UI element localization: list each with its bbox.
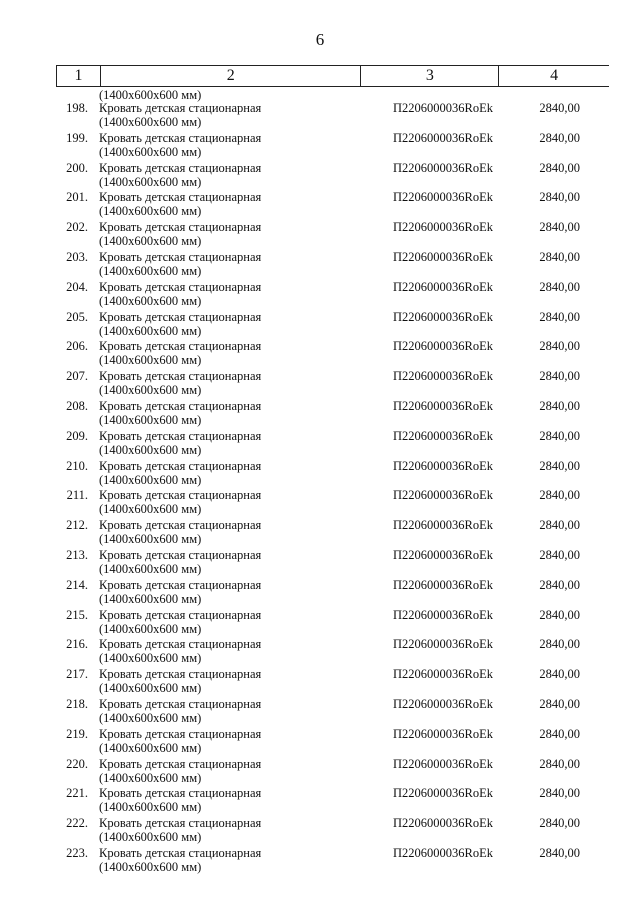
inventory-code: П2206000036RoEk (393, 279, 493, 294)
inventory-code: П2206000036RoEk (393, 696, 493, 711)
item-size: (1400x600x600 мм) (99, 800, 202, 815)
table-row (0, 101, 640, 131)
table-row (0, 816, 640, 846)
item-description (99, 429, 379, 457)
table-row (0, 488, 640, 518)
item-size: (1400x600x600 мм) (99, 651, 202, 666)
row-number: 212. (66, 518, 88, 533)
row-number: 208. (66, 398, 88, 413)
row-number: 220. (66, 756, 88, 771)
item-price: 2840,00 (539, 547, 580, 562)
item-price: 2840,00 (539, 816, 580, 831)
item-name: Кровать детская стационарная (99, 756, 262, 771)
row-number: 211. (66, 488, 88, 503)
item-price: 2840,00 (539, 786, 580, 801)
table-row (0, 310, 640, 340)
item-description (99, 578, 379, 606)
item-name: Кровать детская стационарная (99, 398, 262, 413)
item-name: Кровать детская стационарная (99, 577, 262, 592)
item-size: (1400x600x600 мм) (99, 174, 202, 189)
item-name: Кровать детская стационарная (99, 369, 262, 384)
item-name: Кровать детская стационарная (99, 101, 262, 115)
header-col-2: 2 (226, 67, 235, 84)
inventory-code: П2206000036RoEk (393, 309, 493, 324)
table-header (56, 65, 609, 87)
inventory-code: П2206000036RoEk (393, 160, 493, 175)
item-description (99, 280, 379, 308)
table-row (0, 190, 640, 220)
row-number: 199. (66, 130, 88, 145)
table-body (0, 101, 640, 876)
item-price: 2840,00 (539, 458, 580, 473)
item-name: Кровать детская стационарная (99, 696, 262, 711)
inventory-code: П2206000036RoEk (393, 816, 493, 831)
table-row (0, 578, 640, 608)
item-description (99, 131, 379, 159)
item-price: 2840,00 (539, 696, 580, 711)
item-size: (1400x600x600 мм) (99, 144, 202, 159)
inventory-code: П2206000036RoEk (393, 845, 493, 860)
row-number: 222. (66, 816, 88, 831)
item-name: Кровать детская стационарная (99, 428, 262, 443)
item-description (99, 846, 379, 874)
table-row (0, 459, 640, 489)
item-size: (1400x600x600 мм) (99, 234, 202, 249)
inventory-code: П2206000036RoEk (393, 130, 493, 145)
item-description (99, 637, 379, 665)
item-price: 2840,00 (539, 339, 580, 354)
header-col-4: 4 (550, 67, 559, 84)
item-price: 2840,00 (539, 309, 580, 324)
inventory-code: П2206000036RoEk (393, 101, 493, 115)
item-description (99, 101, 379, 129)
item-size: (1400x600x600 мм) (99, 412, 202, 427)
item-size: (1400x600x600 мм) (99, 770, 202, 785)
inventory-code: П2206000036RoEk (393, 547, 493, 562)
item-description (99, 250, 379, 278)
row-number: 206. (66, 339, 88, 354)
inventory-code: П2206000036RoEk (393, 220, 493, 235)
item-name: Кровать детская стационарная (99, 518, 262, 533)
row-number: 214. (66, 577, 88, 592)
item-description (99, 727, 379, 755)
item-price: 2840,00 (539, 667, 580, 682)
item-description (99, 488, 379, 516)
inventory-code: П2206000036RoEk (393, 637, 493, 652)
item-size: (1400x600x600 мм) (99, 472, 202, 487)
table-row (0, 727, 640, 757)
item-price: 2840,00 (539, 130, 580, 145)
item-name: Кровать детская стационарная (99, 458, 262, 473)
item-size: (1400x600x600 мм) (99, 502, 202, 517)
inventory-code: П2206000036RoEk (393, 488, 493, 503)
item-description (99, 667, 379, 695)
item-description (99, 548, 379, 576)
item-name: Кровать детская стационарная (99, 190, 262, 205)
item-description (99, 697, 379, 725)
table-row (0, 608, 640, 638)
row-number: 223. (66, 845, 88, 860)
item-size: (1400x600x600 мм) (99, 263, 202, 278)
item-price: 2840,00 (539, 845, 580, 860)
item-description (99, 161, 379, 189)
item-size: (1400x600x600 мм) (99, 681, 202, 696)
inventory-code: П2206000036RoEk (393, 339, 493, 354)
table-row (0, 429, 640, 459)
item-description (99, 310, 379, 338)
item-description (99, 518, 379, 546)
item-price: 2840,00 (539, 428, 580, 443)
inventory-code: П2206000036RoEk (393, 398, 493, 413)
table-row (0, 697, 640, 727)
item-size: (1400x600x600 мм) (99, 383, 202, 398)
page-number: 6 (315, 30, 325, 49)
item-size: (1400x600x600 мм) (99, 591, 202, 606)
row-number: 209. (66, 428, 88, 443)
item-price: 2840,00 (539, 726, 580, 741)
item-name: Кровать детская стационарная (99, 160, 262, 175)
item-size: (1400x600x600 мм) (99, 830, 202, 845)
inventory-code: П2206000036RoEk (393, 428, 493, 443)
item-price: 2840,00 (539, 607, 580, 622)
row-number: 202. (66, 220, 88, 235)
item-name: Кровать детская стационарная (99, 607, 262, 622)
table-row (0, 220, 640, 250)
item-name: Кровать детская стационарная (99, 547, 262, 562)
inventory-code: П2206000036RoEk (393, 756, 493, 771)
table-row (0, 548, 640, 578)
table-row (0, 637, 640, 667)
item-price: 2840,00 (539, 190, 580, 205)
item-description (99, 190, 379, 218)
item-price: 2840,00 (539, 279, 580, 294)
inventory-code: П2206000036RoEk (393, 667, 493, 682)
table-row (0, 846, 640, 876)
item-size: (1400x600x600 мм) (99, 740, 202, 755)
item-name: Кровать детская стационарная (99, 786, 262, 801)
row-number: 205. (66, 309, 88, 324)
table-row (0, 786, 640, 816)
row-number: 217. (66, 667, 88, 682)
item-description (99, 399, 379, 427)
item-size: (1400x600x600 мм) (99, 710, 202, 725)
item-price: 2840,00 (539, 637, 580, 652)
item-name: Кровать детская стационарная (99, 309, 262, 324)
row-number: 215. (66, 607, 88, 622)
item-description (99, 786, 379, 814)
item-name: Кровать детская стационарная (99, 816, 262, 831)
row-number: 216. (66, 637, 88, 652)
item-price: 2840,00 (539, 369, 580, 384)
row-number: 213. (66, 547, 88, 562)
table-row (0, 518, 640, 548)
table-row (0, 131, 640, 161)
inventory-code: П2206000036RoEk (393, 577, 493, 592)
inventory-code: П2206000036RoEk (393, 786, 493, 801)
table-row (0, 667, 640, 697)
row-number: 198. (66, 101, 88, 115)
header-col-3: 3 (360, 66, 499, 86)
item-price: 2840,00 (539, 101, 580, 115)
item-description (99, 608, 379, 636)
item-size: (1400x600x600 мм) (99, 204, 202, 219)
table-row (0, 757, 640, 787)
item-size: (1400x600x600 мм) (99, 561, 202, 576)
item-size: (1400x600x600 мм) (99, 353, 202, 368)
row-number: 204. (66, 279, 88, 294)
row-number: 200. (66, 160, 88, 175)
item-price: 2840,00 (539, 398, 580, 413)
row-number: 201. (66, 190, 88, 205)
inventory-code: П2206000036RoEk (393, 458, 493, 473)
inventory-code: П2206000036RoEk (393, 607, 493, 622)
item-size: (1400x600x600 мм) (99, 115, 202, 129)
row-number: 219. (66, 726, 88, 741)
item-name: Кровать детская стационарная (99, 130, 262, 145)
inventory-code: П2206000036RoEk (393, 726, 493, 741)
item-size: (1400x600x600 мм) (99, 323, 202, 338)
item-price: 2840,00 (539, 488, 580, 503)
item-description (99, 459, 379, 487)
row-number: 207. (66, 369, 88, 384)
item-name: Кровать детская стационарная (99, 249, 262, 264)
row-number: 221. (66, 786, 88, 801)
item-description (99, 339, 379, 367)
inventory-code: П2206000036RoEk (393, 518, 493, 533)
row-number: 203. (66, 249, 88, 264)
item-price: 2840,00 (539, 249, 580, 264)
row-number: 210. (66, 458, 88, 473)
item-size: (1400x600x600 мм) (99, 532, 202, 547)
header-col-1: 1 (56, 66, 101, 86)
carried-over-text: (1400x600x600 мм) (99, 88, 202, 102)
table-row (0, 250, 640, 280)
item-size: (1400x600x600 мм) (99, 621, 202, 636)
row-number: 218. (66, 696, 88, 711)
table-row (0, 339, 640, 369)
item-size: (1400x600x600 мм) (99, 442, 202, 457)
item-description (99, 757, 379, 785)
item-price: 2840,00 (539, 756, 580, 771)
table-row (0, 399, 640, 429)
item-price: 2840,00 (539, 160, 580, 175)
item-size: (1400x600x600 мм) (99, 293, 202, 308)
inventory-code: П2206000036RoEk (393, 369, 493, 384)
item-description (99, 220, 379, 248)
item-price: 2840,00 (539, 518, 580, 533)
inventory-code: П2206000036RoEk (393, 190, 493, 205)
item-name: Кровать детская стационарная (99, 339, 262, 354)
item-name: Кровать детская стационарная (99, 488, 262, 503)
table-row (0, 369, 640, 399)
table-row (0, 161, 640, 191)
item-price: 2840,00 (539, 220, 580, 235)
item-name: Кровать детская стационарная (99, 279, 262, 294)
item-name: Кровать детская стационарная (99, 667, 262, 682)
item-description (99, 369, 379, 397)
item-size: (1400x600x600 мм) (99, 859, 202, 874)
inventory-code: П2206000036RoEk (393, 249, 493, 264)
item-name: Кровать детская стационарная (99, 726, 262, 741)
table-row (0, 280, 640, 310)
item-name: Кровать детская стационарная (99, 637, 262, 652)
item-description (99, 816, 379, 844)
item-price: 2840,00 (539, 577, 580, 592)
item-name: Кровать детская стационарная (99, 220, 262, 235)
item-name: Кровать детская стационарная (99, 845, 262, 860)
